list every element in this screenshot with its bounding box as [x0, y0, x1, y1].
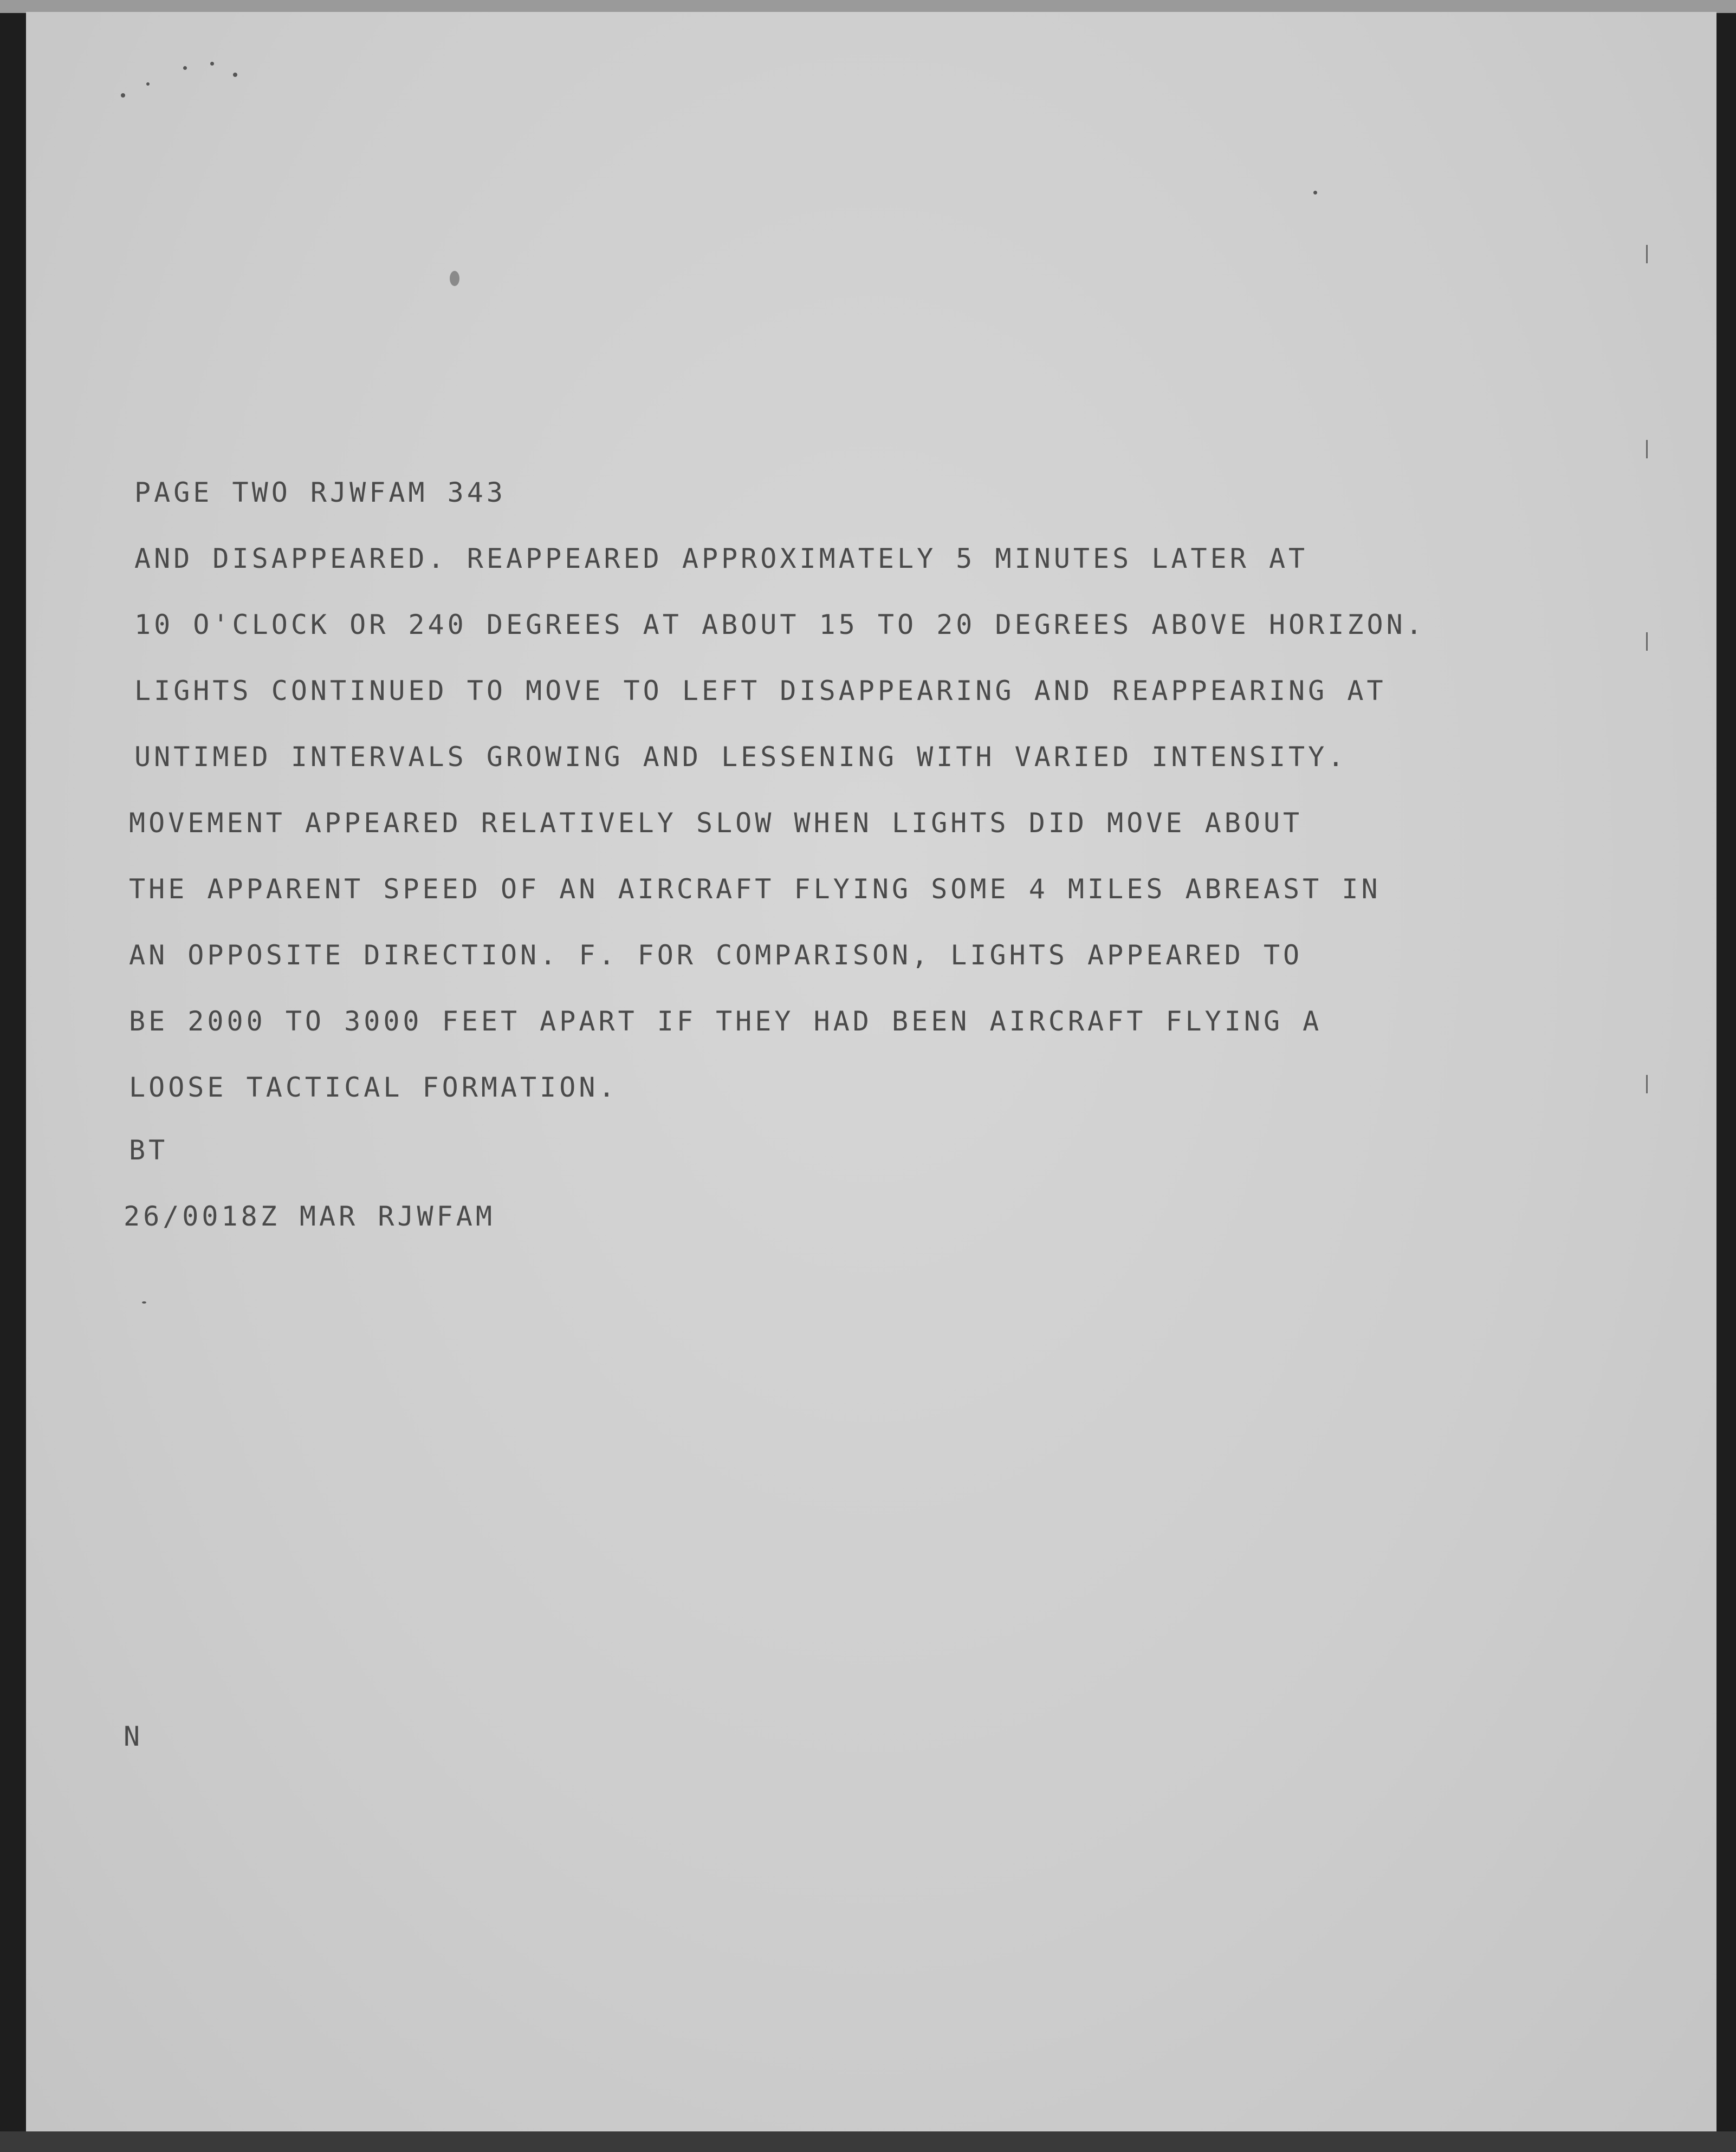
teletype-message-body: [26, 12, 1716, 2131]
message-line: LIGHTS CONTINUED TO MOVE TO LEFT DISAPPEARING AND REAPPEARING AT: [134, 675, 1387, 706]
message-line: AN OPPOSITE DIRECTION. F. FOR COMPARISON, LIGHTS APPEARED TO: [129, 939, 1303, 971]
date-time-group: 26/0018Z MAR RJWFAM: [124, 1201, 495, 1232]
film-top-edge: [0, 0, 1736, 13]
margin-letter: N: [124, 1721, 144, 1752]
message-line: BE 2000 TO 3000 FEET APART IF THEY HAD BEEN AIRCRAFT FLYING A: [129, 1006, 1323, 1037]
page-header-line: PAGE TWO RJWFAM 343: [134, 477, 506, 508]
message-line: MOVEMENT APPEARED RELATIVELY SLOW WHEN LIGHTS DID MOVE ABOUT: [129, 807, 1303, 839]
message-line: UNTIMED INTERVALS GROWING AND LESSENING WITH VARIED INTENSITY.: [134, 741, 1348, 773]
message-line: AND DISAPPEARED. REAPPEARED APPROXIMATELY 5 MINUTES LATER AT: [134, 543, 1309, 574]
document-page: [26, 12, 1716, 2131]
break-marker-bt: BT: [129, 1135, 169, 1166]
message-line: THE APPARENT SPEED OF AN AIRCRAFT FLYING SOME 4 MILES ABREAST IN: [129, 873, 1381, 905]
message-line: LOOSE TACTICAL FORMATION.: [129, 1072, 618, 1103]
message-line: 10 O'CLOCK OR 240 DEGREES AT ABOUT 15 TO 20 DEGREES ABOVE HORIZON.: [134, 609, 1426, 640]
film-bottom-edge: [0, 2131, 1736, 2152]
